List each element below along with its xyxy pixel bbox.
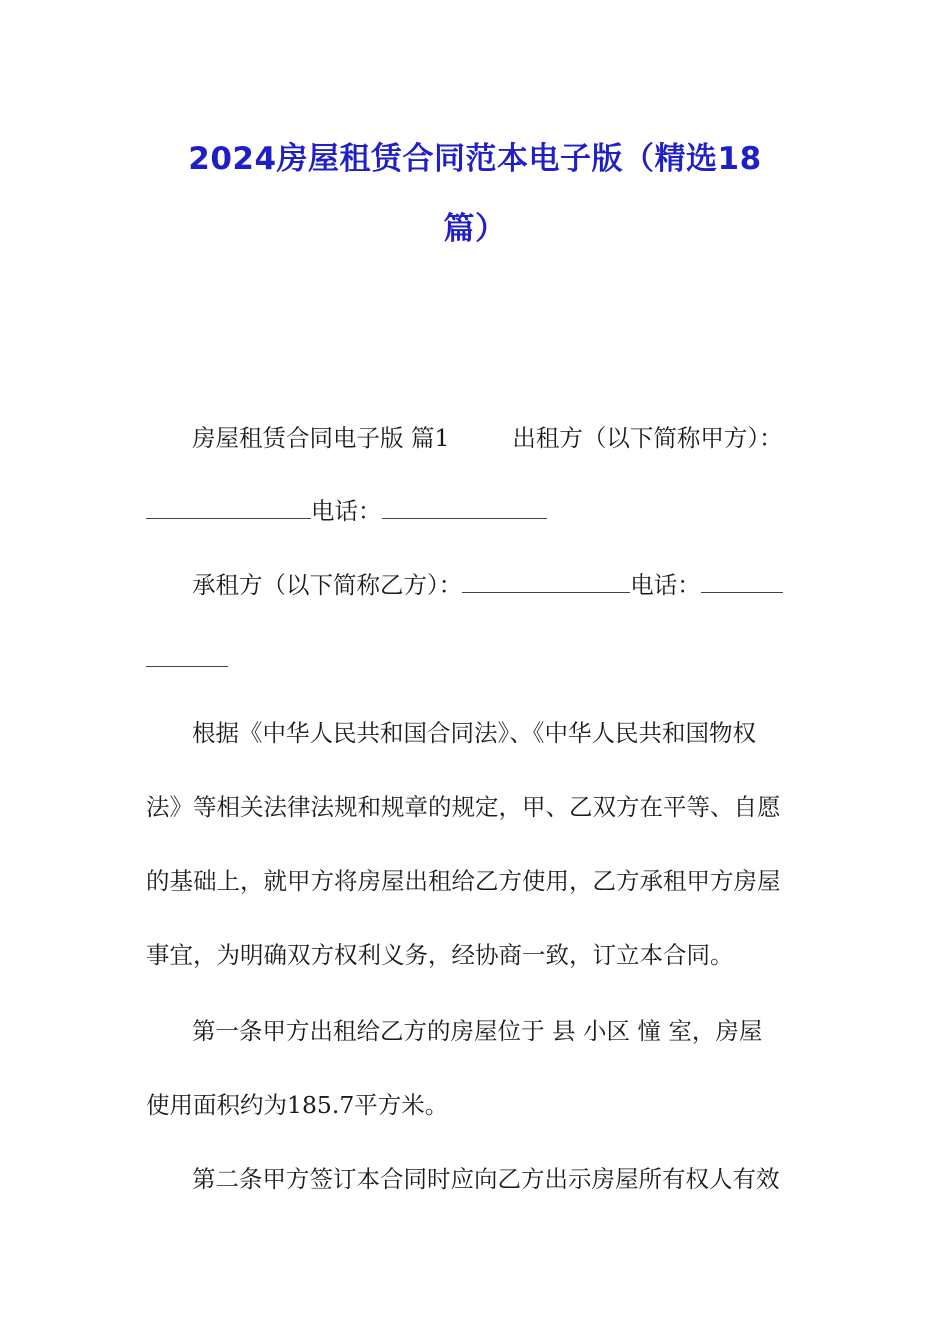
paragraph-line: 第二条甲方签订本合同时应向乙方出示房屋所有权人有效 bbox=[192, 1165, 780, 1193]
paragraph-line: 第一条甲方出租给乙方的房屋位于 县 小区 憧 室，房屋 bbox=[192, 1017, 763, 1045]
paragraph-line: 法》等相关法律法规和规章的规定，甲、乙双方在平等、自愿 bbox=[146, 793, 781, 821]
paragraph-line bbox=[192, 423, 783, 453]
paragraph-line: 的基础上，就甲方将房屋出租给乙方使用，乙方承租甲方房屋 bbox=[146, 867, 781, 895]
paragraph-line: 根据《中华人民共和国合同法》、《中华人民共和国物权 bbox=[192, 719, 756, 747]
paragraph-line bbox=[192, 570, 783, 600]
paragraph-line bbox=[146, 644, 228, 674]
paragraph-line: 使用面积约为185.7平方米。 bbox=[146, 1091, 449, 1119]
lessor-phone-blank bbox=[382, 500, 547, 519]
document-title-line-1: 2024房屋租赁合同范本电子版（精选18 bbox=[188, 141, 762, 177]
contract-heading: 房屋租赁合同电子版 篇1 bbox=[192, 424, 450, 452]
paragraph-line: 事宜，为明确双方权利义务，经协商一致，订立本合同。 bbox=[146, 941, 734, 969]
lessor-label: 出租方（以下简称甲方）： bbox=[512, 424, 783, 452]
lessor-name-blank bbox=[146, 500, 311, 519]
lessee-name-blank bbox=[462, 574, 630, 593]
paragraph-line bbox=[146, 496, 547, 526]
document-title-line-2: 篇） bbox=[443, 211, 507, 247]
lessor-phone-label: 电话： bbox=[311, 497, 382, 525]
lessee-phone-blank-continued bbox=[146, 648, 228, 667]
lessee-label: 承租方（以下简称乙方）： bbox=[192, 571, 463, 599]
lessee-phone-blank bbox=[701, 574, 783, 593]
lessee-phone-label: 电话： bbox=[630, 571, 701, 599]
